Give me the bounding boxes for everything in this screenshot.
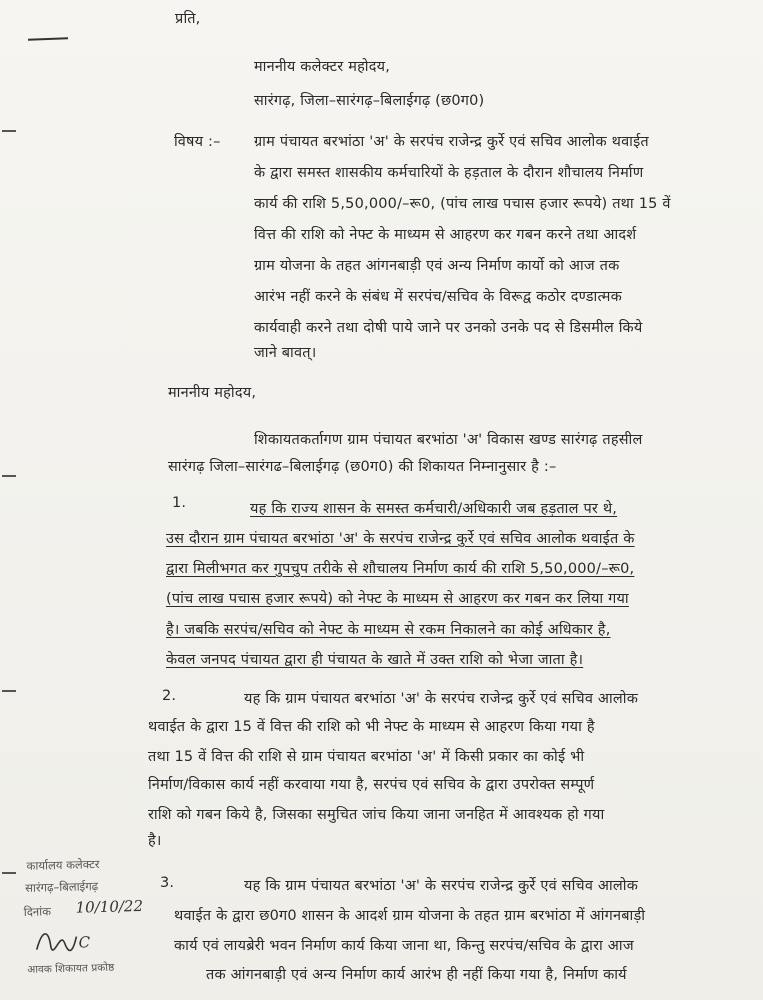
stamp-place: सारंगढ़–बिलाईगढ़ [24, 879, 99, 895]
point-number: 1. [172, 495, 187, 511]
stamp-footer: आवक शिकायत प्रकोष्ठ [27, 961, 115, 976]
point-line: है। [148, 833, 162, 849]
subject-line: जाने बावत्। [254, 345, 317, 361]
point-line: थवाईत के द्वारा 15 वें वित्त की राशि को भी नेफ्ट के माध्यम से आहरण किया गया है [148, 719, 595, 735]
stamp-date: 10/10/22 [75, 896, 144, 917]
salutation: माननीय महोदय, [168, 385, 257, 401]
point-number: 2. [162, 688, 177, 704]
point-line: तथा 15 वें वित्त की राशि से ग्राम पंचायत बरभांठा 'अ' में किसी प्रकार का कोई भी [148, 749, 585, 765]
addressee: माननीय कलेक्टर महोदय, [254, 59, 391, 75]
stamp-date-label: दिनांक [23, 904, 52, 919]
punch-mark [2, 130, 16, 132]
subject-line: कार्यवाही करने तथा दोषी पाये जाने पर उनको उनके पद से डिसमील किये [254, 320, 643, 336]
subject-line: कार्य की राशि 5,50,000/–रू0, (पांच लाख पचास हजार रूपये) तथा 15 वें [254, 196, 671, 212]
stamp-initial-mark: C [78, 933, 91, 952]
point-line: द्वारा मिलीभगत कर गुपचुप तरीके से शौचालय निर्माण कार्य की राशि 5,50,000/–रू0, [166, 561, 635, 577]
point-line: केवल जनपद पंचायत द्वारा ही पंचायत के खाते में उक्त राशि को भेजा जाता है। [166, 652, 584, 668]
point-line: थवाईत के द्वारा छ0ग0 शासन के आदर्श ग्राम योजना के तहत ग्राम बरभांठा में आंगनबाड़ी [174, 908, 646, 924]
addressee-location: सारंगढ़, जिला–सारंगढ़–बिलाईगढ़ (छ0ग0) [254, 93, 485, 109]
intro-line: सारंगढ़ जिला–सारंगढ–बिलाईगढ़ (छ0ग0) की शिकायत निम्नानुसार है :– [168, 459, 557, 475]
prati-label: प्रति, [175, 11, 201, 27]
subject-line: ग्राम पंचायत बरभांठा 'अ' के सरपंच राजेन्द्र कुर्रे एवं सचिव आलोक थवाईत [254, 134, 649, 150]
punch-mark [2, 475, 16, 477]
point-line: (पांच लाख पचास हजार रूपये) को नेफ्ट के माध्यम से आहरण कर गबन कर लिया गया [166, 591, 629, 607]
subject-line: आरंभ नहीं करने के संबंध में सरपंच/सचिव के विरूद्व कठोर दण्डात्मक [254, 289, 622, 305]
punch-mark [2, 872, 16, 874]
margin-pen-mark [28, 37, 68, 40]
subject-label: विषय :– [174, 134, 221, 150]
point-line: निर्माण/विकास कार्य नहीं करवाया गया है, सरपंच एवं सचिव के द्वारा उपरोक्त सम्पूर्ण [148, 777, 595, 793]
point-line: यह कि राज्य शासन के समस्त कर्मचारी/अधिकारी जब हड़ताल पर थे, [250, 501, 618, 517]
point-line: उस दौरान ग्राम पंचायत बरभांठा 'अ' के सरपंच राजेन्द्र कुर्रे एवं सचिव आलोक थवाईत के [166, 531, 635, 547]
received-stamp [22, 854, 175, 988]
subject-line: वित्त की राशि को नेफ्ट के माध्यम से आहरण कर गबन करने तथा आदर्श [254, 227, 637, 243]
point-line: यह कि ग्राम पंचायत बरभांठा 'अ' के सरपंच राजेन्द्र कुर्रे एवं सचिव आलोक [244, 878, 639, 894]
point-line: तक आंगनबाड़ी एवं अन्य निर्माण कार्य आरंभ ही नहीं किया गया है, निर्माण कार्य [206, 967, 627, 983]
intro-line: शिकायतकर्तागण ग्राम पंचायत बरभांठा 'अ' विकास खण्ड सारंगढ़ तहसील [254, 432, 643, 448]
initials-signature-icon [34, 927, 79, 958]
subject-line: ग्राम योजना के तहत आंगनबाड़ी एवं अन्य निर्माण कार्यो को आज तक [254, 258, 620, 274]
point-line: है। जबकि सरपंच/सचिव को नेफ्ट के माध्यम से रकम निकालने का कोई अधिकार है, [166, 622, 611, 638]
subject-line: के द्वारा समस्त शासकीय कर्मचारियों के हड़ताल के दौरान शौचालय निर्माण [254, 165, 644, 181]
stamp-office: कार्यालय कलेक्टर [26, 856, 100, 873]
point-number: 3. [160, 875, 175, 891]
point-line: राशि को गबन किये है, जिसका समुचित जांच किया जाना जनहित में आवश्यक हो गया [148, 807, 605, 823]
punch-mark [2, 690, 16, 692]
point-line: कार्य एवं लायब्रेरी भवन निर्माण कार्य किया जाना था, किन्तु सरपंच/सचिव के द्वारा आज [174, 938, 634, 954]
point-line: यह कि ग्राम पंचायत बरभांठा 'अ' के सरपंच राजेन्द्र कुर्रे एवं सचिव आलोक [244, 691, 639, 707]
